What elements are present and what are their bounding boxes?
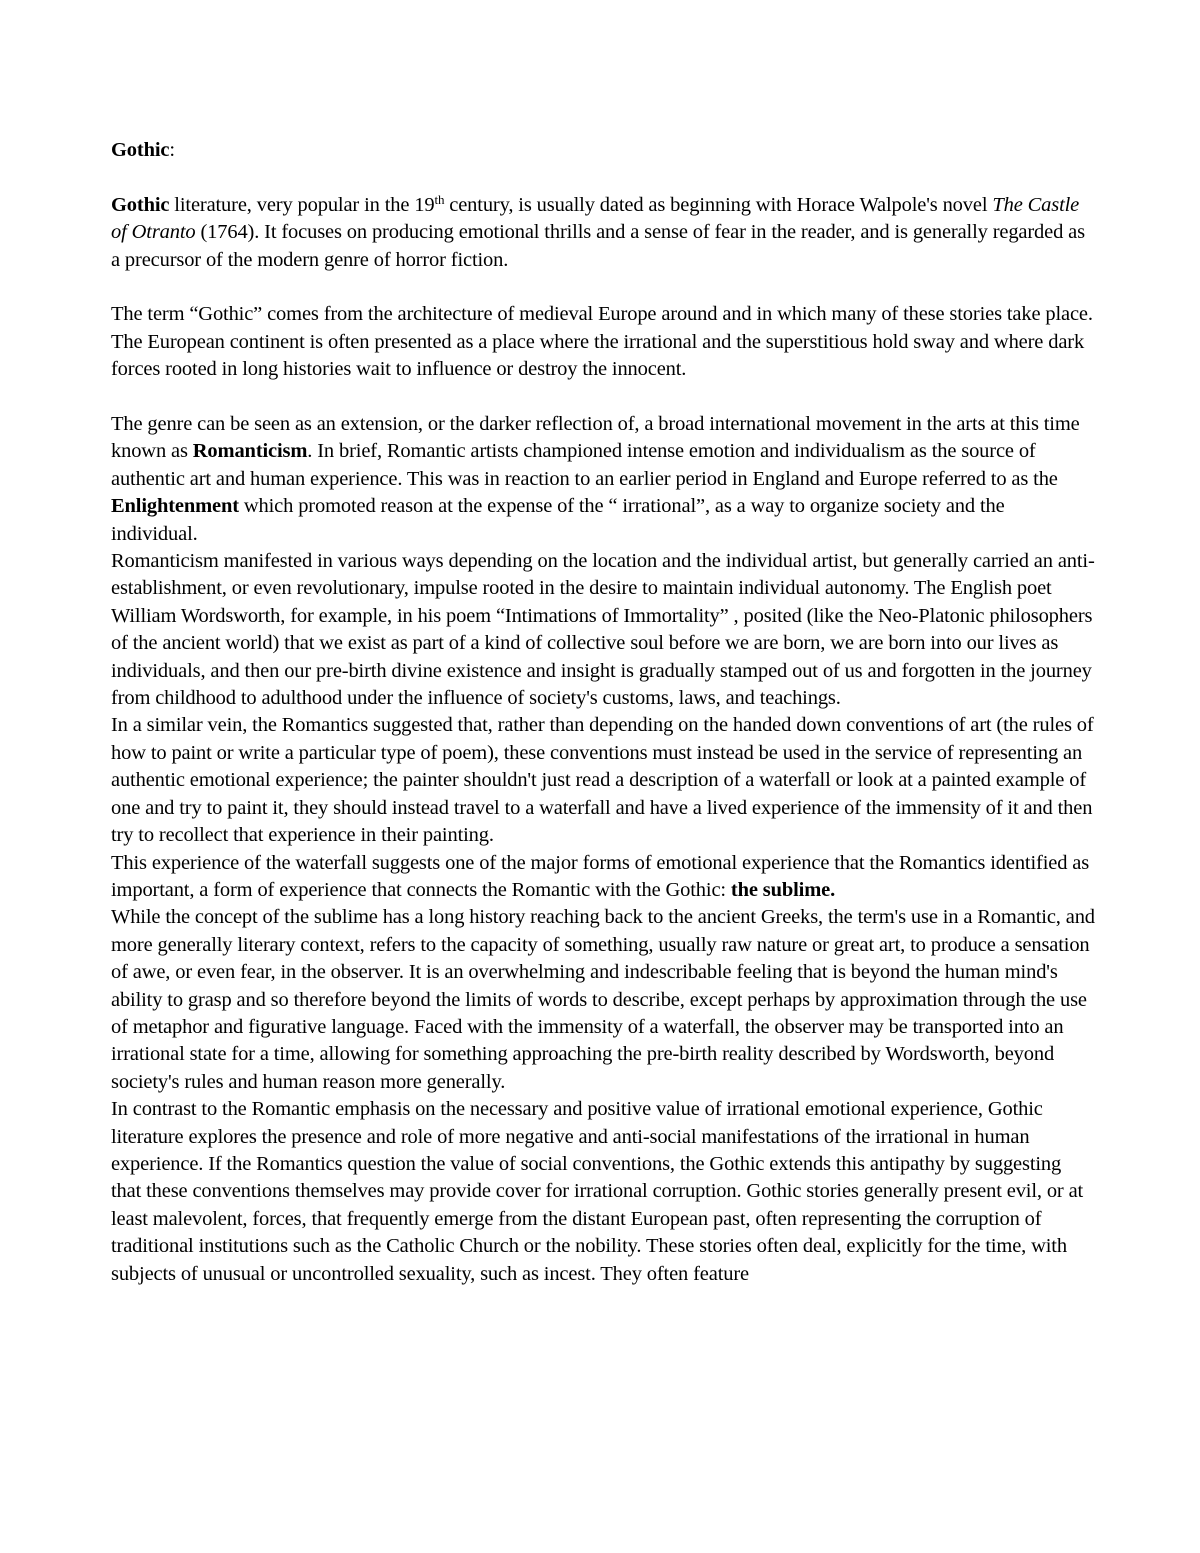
ordinal-superscript: th <box>434 191 445 207</box>
intro-text-2: century, is usually dated as beginning with Horace Walpole's novel <box>444 193 993 216</box>
paragraph-gap <box>111 384 1096 411</box>
paragraph-waterfall <box>111 850 1096 905</box>
intro-bold-term: Gothic <box>111 193 170 216</box>
intro-text-1: literature, very popular in the 19 <box>169 193 435 216</box>
paragraph-gothic-contrast: In contrast to the Romantic emphasis on the necessary and positive value of irrational emotional experience, Gothic literature explores the presence and role of more negative and anti-social manifestations of the irrational in human experience. If the Romantics question the value of social conventions, the Gothic extends this antipathy by suggesting that these conventions themselves may provide cover for irrational corruption. Gothic stories generally present evil, or at least malevolent, forces, that frequently emerge from the distant European past, often representing the corruption of traditional institutions such as the Catholic Church or the nobility. These stories often deal, explicitly for the time, with subjects of unusual or uncontrolled sexuality, such as incest. They often feature <box>111 1098 1084 1285</box>
romanticism-text-3: which promoted reason at the expense of the “ irrational”, as a way to organize society and the individual. <box>111 495 1005 545</box>
paragraph-romanticism <box>111 411 1096 548</box>
paragraph-gap <box>111 164 1096 191</box>
paragraph-gap <box>111 274 1096 301</box>
romanticism-bold: Romanticism <box>192 440 308 463</box>
romanticism-text-1: The genre can be seen as an extension, or the darker reflection of, a broad international movement in the arts at this time known as <box>111 413 1080 463</box>
enlightenment-bold: Enlightenment <box>111 495 239 518</box>
sublime-bold: the sublime. <box>730 878 836 901</box>
romanticism-text-2: . In brief, Romantic artists championed intense emotion and individualism as the source of authentic art and human experience. This was in reaction to an earlier period in England and Europe referred to as the <box>111 440 1058 490</box>
paragraph-wordsworth: Romanticism manifested in various ways depending on the location and the individual artist, but generally carried an anti-establishment, or even revolutionary, impulse rooted in the desire to maintain individual autonomy. The English poet William Wordsworth, for example, in his poem “Intimations of Immortality” , posited (like the Neo-Platonic philosophers of the ancient world) that we exist as part of a kind of collective soul before we are born, we are born into our lives as individuals, and then our pre-birth divine existence and insight is gradually stamped out of us and forgotten in the journey from childhood to adulthood under the influence of society's customs, laws, and teachings. <box>111 550 1095 710</box>
intro-text-3: (1764). It focuses on producing emotional thrills and a sense of fear in the reader, and is generally regarded as a precursor of the modern genre of horror fiction. <box>111 221 1085 271</box>
paragraph-term-origin: The term “Gothic” comes from the architecture of medieval Europe around and in which many of these stories take place. The European continent is often presented as a place where the irrational and the superstitious hold sway and where dark forces rooted in long histories wait to influence or destroy the innocent. <box>111 303 1093 381</box>
paragraph-conventions: In a similar vein, the Romantics suggested that, rather than depending on the handed down conventions of art (the rules of how to paint or write a particular type of poem), these conventions must instead be used in the service of representing an authentic emotional experience; the painter shouldn't just read a description of a waterfall or look at a painted example of one and try to paint it, they should instead travel to a waterfall and have a lived experience of the immensity of it and then try to recollect that experience in their painting. <box>111 714 1094 847</box>
page-title <box>111 137 1096 164</box>
title-bold: Gothic <box>111 139 170 161</box>
novel-title: The Castle of Otranto <box>111 193 1080 244</box>
paragraph-intro <box>111 192 1096 274</box>
waterfall-text: This experience of the waterfall suggests one of the major forms of emotional experience that the Romantics identified as important, a form of experience that connects the Romantic with the Gothic: <box>111 851 1090 901</box>
document-body <box>111 137 1096 1288</box>
title-colon: : <box>169 139 175 161</box>
paragraph-sublime: While the concept of the sublime has a long history reaching back to the ancient Greeks, the term's use in a Romantic, and more generally literary context, refers to the capacity of something, usually raw nature or great art, to produce a sensation of awe, or even fear, in the observer. It is an overwhelming and indescribable feeling that is beyond the human mind's ability to grasp and so therefore beyond the limits of words to describe, except perhaps by approximation through the use of metaphor and figurative language. Faced with the immensity of a waterfall, the observer may be transported into an irrational state for a time, allowing for something approaching the pre-birth reality described by Wordsworth, beyond society's rules and human reason more generally. <box>111 906 1095 1093</box>
